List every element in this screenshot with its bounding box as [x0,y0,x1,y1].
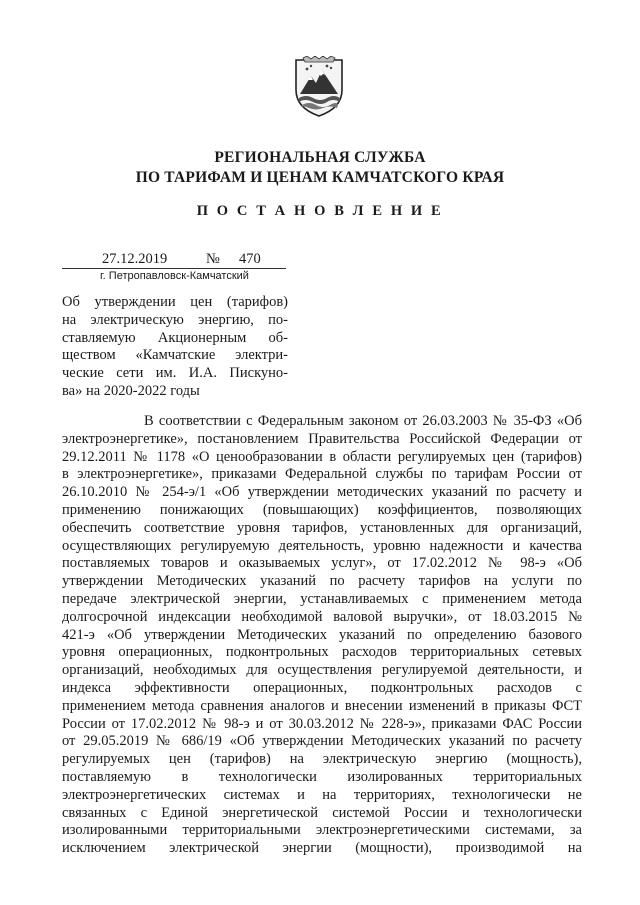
subject-line: ставляемую Акционерным об- [62,329,288,346]
subject-line: Об утверждении цен (тарифов) [62,294,288,310]
body-line: уровня операционных, подконтрольных расходов территориальных сетевых [62,644,582,661]
body-line: связанных с Единой энергетической системой России и технологически [62,804,582,821]
body-line: применением метода сравнения аналогов и внесении изменений в приказы ФСТ [62,697,582,714]
body-line: поставляемую в технологически изолированных территориальных [62,768,582,785]
document-subject [62,294,288,401]
body-line: регулируемых цен (тарифов) на электрическую энергию (мощность), [62,751,582,768]
subject-line: ческие сети им. И.А. Пискуно- [62,365,288,382]
body-line: применению понижающих (повышающих) коэффициентов, позволяющих [62,501,582,518]
body-line: передаче электрической энергии, устанавливаемых с применением метода [62,590,582,607]
body-line: от 29.05.2019 № 686/19 «Об утверждении Методических указаний по расчету [62,733,582,750]
number-underline [168,268,286,269]
subject-line: на электрическую энергию, по- [62,311,288,328]
kamchatka-coat-of-arms-icon [293,56,345,118]
body-line: изолированными территориальными электроэнергетическими системами, за [62,822,582,839]
number-sign: № [206,251,220,267]
body-line: 421-э «Об утверждении Методических указаний по определению базового [62,626,582,643]
document-date: 27.12.2019 [102,251,168,267]
body-line: осуществляющих регулируемую деятельность, уровню надежности и качества [62,537,582,554]
body-line: обеспечить соответствие уровня тарифов, установленных для организаций, [62,519,582,536]
body-line: утверждении Методических указаний по расчету тарифов на услуги по [62,573,582,590]
document-type-title: П О С Т А Н О В Л Е Н И Е [196,203,444,219]
document-city: г. Петропавловск-Камчатский [100,270,249,282]
body-line: 29.12.2011 № 1178 «О ценообразовании в области регулируемых цен (тарифов) [62,448,582,465]
body-line: электроэнергетических системах и на территориях, технологически не [62,786,582,803]
organization-name-line2: ПО ТАРИФАМ И ЦЕНАМ КАМЧАТСКОГО КРАЯ [135,169,505,186]
subject-line: ва» на 2020-2022 годы [62,382,200,399]
subject-line: ществом «Камчатские электри- [62,347,288,364]
body-line: электроэнергетике», постановлением Правительства Российской Федерации от [62,430,582,447]
body-line: долгосрочной индексации необходимой валовой выручки», от 18.03.2015 № [62,608,582,625]
body-line: В соответствии с Федеральным законом от 26.03.2003 № 35-ФЗ «Об [144,413,582,429]
body-line: организаций, необходимых для осуществления регулируемой деятельности, и [62,662,582,679]
document-number: 470 [239,251,261,267]
body-line: индекса эффективности операционных, подконтрольных расходов с [62,679,582,696]
body-line: 26.10.2010 № 254-э/1 «Об утверждении методических указаний по расчету и [62,484,582,501]
body-line: поставляемых товаров и оказываемых услуг», от 17.02.2012 № 98-э «Об [62,555,582,572]
body-line: в электроэнергетике», приказами Федеральной службы по тарифам России от [62,466,582,483]
organization-name-line1: РЕГИОНАЛЬНАЯ СЛУЖБА [214,149,426,166]
document-body [62,413,582,858]
body-line: исключением электрической энергии (мощности), производимой на [62,840,582,857]
body-line: России от 17.02.2012 № 98-э и от 30.03.2012 № 228-э», приказами ФАС России [62,715,582,732]
